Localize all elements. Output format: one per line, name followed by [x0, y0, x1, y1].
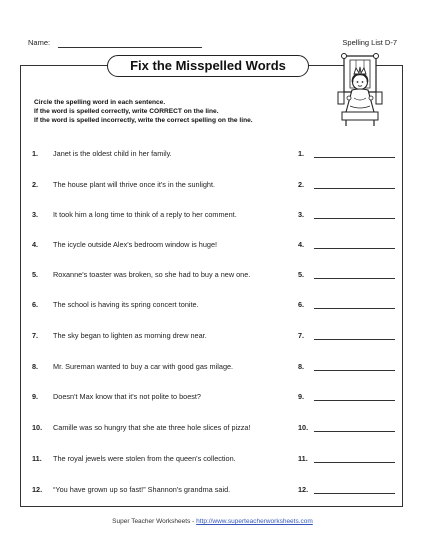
question-row [32, 149, 395, 161]
question-row [32, 423, 395, 435]
question-text: Doesn't Max know that it's not polite to boest? [53, 392, 201, 401]
question-text: The royal jewels were stolen from the queen's collection. [53, 454, 236, 463]
question-row [32, 180, 395, 192]
name-field-line[interactable] [58, 47, 202, 48]
answer-number: 6. [298, 300, 305, 309]
answer-number: 10. [298, 423, 309, 432]
worksheet-title: Fix the Misspelled Words [107, 55, 309, 77]
question-text: The icycle outside Alex's bedroom window is huge! [53, 240, 218, 249]
question-text: The house plant will thrive once it's in the sunlight. [53, 180, 216, 189]
answer-number: 2. [298, 180, 305, 189]
worksheet-header [28, 38, 397, 52]
question-number: 4. [32, 240, 39, 249]
answer-line[interactable] [314, 400, 395, 401]
question-row [32, 454, 395, 466]
answer-number: 5. [298, 270, 305, 279]
answer-number: 11. [298, 454, 308, 463]
answer-line[interactable] [314, 248, 395, 249]
question-text: Roxanne's toaster was broken, so she had to buy a new one. [53, 270, 251, 279]
instructions [34, 98, 253, 125]
question-number: 1. [32, 149, 39, 158]
answer-line[interactable] [314, 308, 395, 309]
spelling-list-id: Spelling List D-7 [342, 38, 397, 47]
answer-number: 1. [298, 149, 305, 158]
instruction-line: If the word is spelled incorrectly, write the correct spelling on the line. [34, 117, 253, 124]
answer-number: 7. [298, 331, 305, 340]
instruction-line: If the word is spelled correctly, write CORRECT on the line. [34, 108, 219, 115]
question-row [32, 270, 395, 282]
footer [0, 518, 425, 525]
question-row [32, 210, 395, 222]
question-number: 6. [32, 300, 39, 309]
answer-line[interactable] [314, 339, 395, 340]
question-row [32, 485, 395, 497]
answer-number: 4. [298, 240, 305, 249]
question-number: 3. [32, 210, 39, 219]
answer-line[interactable] [314, 462, 395, 463]
question-number: 5. [32, 270, 39, 279]
question-number: 7. [32, 331, 39, 340]
answer-line[interactable] [314, 157, 395, 158]
question-number: 8. [32, 362, 39, 371]
question-text: Camille was so hungry that she ate three hole slices of pizza! [53, 423, 251, 432]
answer-number: 9. [298, 392, 305, 401]
footer-brand: Super Teacher Worksheets [112, 518, 191, 525]
question-number: 10. [32, 423, 43, 432]
question-text: “You have grown up so fast!” Shannon's grandma said. [53, 485, 231, 494]
footer-separator: - [192, 518, 195, 525]
answer-line[interactable] [314, 218, 395, 219]
question-row [32, 240, 395, 252]
question-text: Mr. Sureman wanted to buy a car with good gas milage. [53, 362, 234, 371]
instruction-line: Circle the spelling word in each sentence. [34, 99, 166, 106]
question-row [32, 362, 395, 374]
answer-line[interactable] [314, 188, 395, 189]
worksheet-frame [20, 65, 403, 507]
question-number: 11. [32, 454, 42, 463]
question-row [32, 300, 395, 312]
answer-number: 12. [298, 485, 309, 494]
question-number: 2. [32, 180, 39, 189]
question-number: 12. [32, 485, 43, 494]
answer-line[interactable] [314, 278, 395, 279]
answer-line[interactable] [314, 370, 395, 371]
question-number: 9. [32, 392, 39, 401]
name-label: Name: [28, 38, 51, 47]
question-row [32, 331, 395, 343]
footer-url-link[interactable]: http://www.superteacherworksheets.com [196, 518, 313, 525]
question-text: It took him a long time to think of a reply to her comment. [53, 210, 237, 219]
answer-number: 8. [298, 362, 305, 371]
answer-line[interactable] [314, 493, 395, 494]
queen-on-throne-icon [330, 52, 390, 128]
question-text: Janet is the oldest child in her family. [53, 149, 172, 158]
question-text: The school is having its spring concert tonite. [53, 300, 199, 309]
question-row [32, 392, 395, 404]
question-text: The sky began to lighten as morning drew near. [53, 331, 207, 340]
answer-line[interactable] [314, 431, 395, 432]
answer-number: 3. [298, 210, 305, 219]
